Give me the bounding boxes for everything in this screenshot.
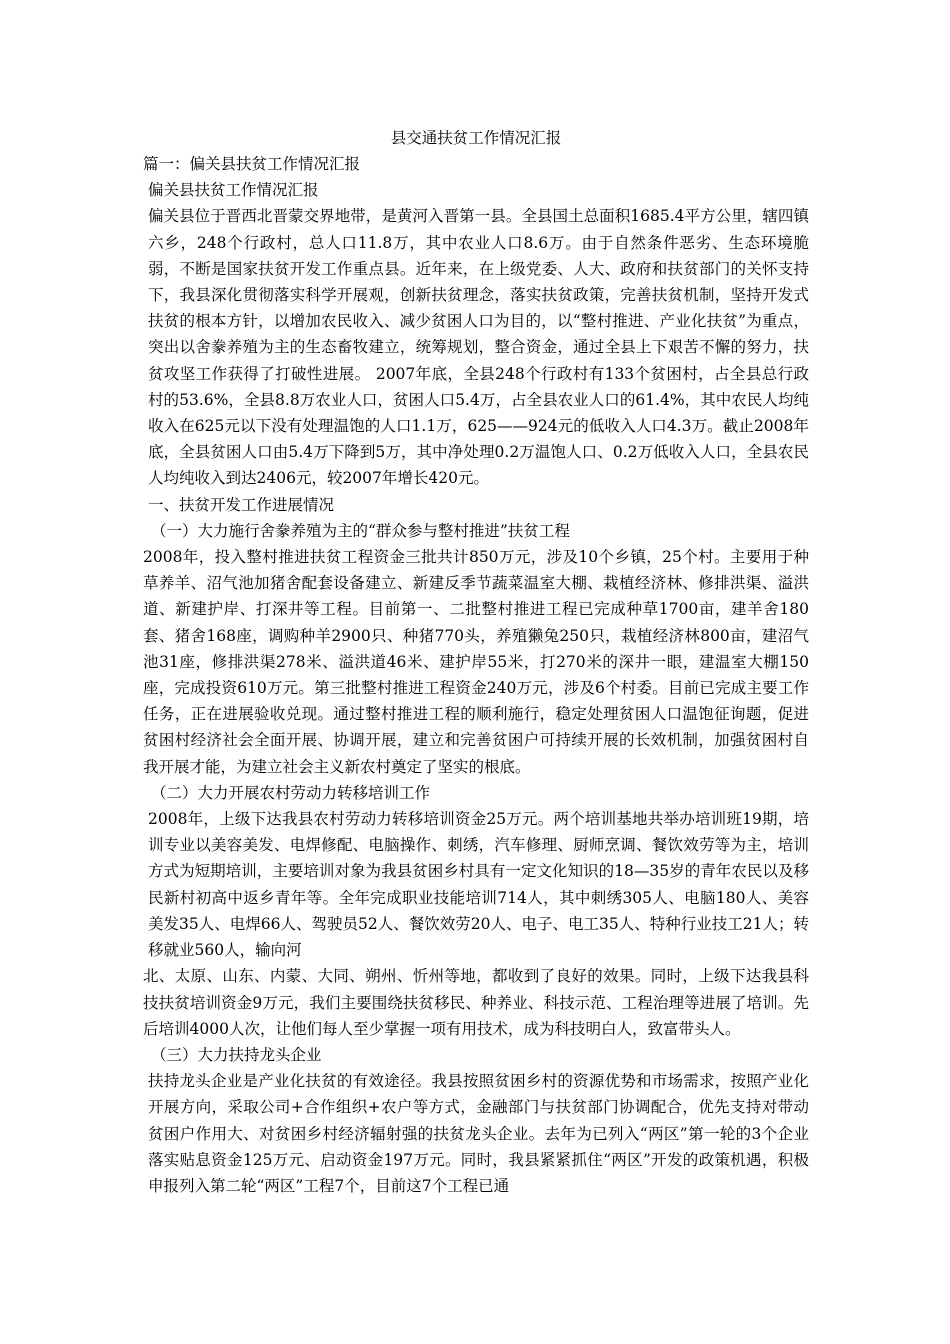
subsection-1-paragraph: 2008年，投入整村推进扶贫工程资金三批共计850万元，涉及10个乡镇，25个村。主要用于种草养羊、沼气池加猪舍配套设备建立、新建反季节蔬菜温室大棚、栽植经济林、修排洪渠、溢洪道、新建护岸、打深井等工程。目前第一、二批整村推进工程已完成种草1700亩，建羊舍180套、猪舍168座，调购种羊2900只、种猪770头，养殖獭兔250只，栽植经济林800亩，建沼气池31座，修排洪渠278米、溢洪道46米、建护岸55米，打270米的深井一眼，建温室大棚150座，完成投资610万元。第三批整村推进工程资金240万元，涉及6个村委。目前已完成主要工作任务，正在进展验收兑现。通过整村推进工程的顺利施行，稳定处理贫困人口温饱征询题，促进贫困村经济社会全面开展、协调开展，建立和完善贫困户可持续开展的长效机制，加强贫困村自我开展才能，为建立社会主义新农村奠定了坚实的根底。 xyxy=(143,548,809,776)
subsection-2-paragraph-b: 北、太原、山东、内蒙、大同、朔州、忻州等地，都收到了良好的效果。同时，上级下达我县科技扶贫培训资金9万元，我们主要围绕扶贫移民、种养业、科技示范、工程治理等进展了培训。先后培训4000人次，让他们每人至少掌握一项有用技术，成为科技明白人，致富带头人。 xyxy=(143,967,809,1038)
document-title: 县交通扶贫工作情况汇报 xyxy=(390,129,562,147)
intro-paragraph: 偏关县位于晋西北晋蒙交界地带，是黄河入晋第一县。全县国土总面积1685.4平方公里，辖四镇六乡，248个行政村，总人口11.8万，其中农业人口8.6万。由于自然条件恶劣、生态环境脆弱，不断是国家扶贫开发工作重点县。近年来，在上级党委、人大、政府和扶贫部门的关怀支持下，我县深化贯彻落实科学开展观，创新扶贫理念，落实扶贫政策，完善扶贫机制，坚持开发式扶贫的根本方针，以增加农民收入、减少贫困人口为目的，以“整村推进、产业化扶贫”为重点，突出以舍豢养殖为主的生态畜牧建立，统筹规划，整合资金，通过全县上下艰苦不懈的努力，扶贫攻坚工作获得了打破性进展。 2007年底，全县248个行政村有133个贫困村，占全县总行政村的53.6%，全县8.8万农业人口，贫困人口5.4万，占全县农业人口的61.4%，其中农民人均纯收入在625元以下没有处理温饱的人口1.1万，625——924元的低收入人口4.3万。截止2008年底，全县贫困人口由5.4万下降到5万，其中净处理0.2万温饱人口、0.2万低收入人口，全县农民人均纯收入到达2406元，较2007年增长420元。 xyxy=(148,207,809,488)
document-body xyxy=(143,125,809,1199)
subsection-2-paragraph-a: 2008年，上级下达我县农村劳动力转移培训资金25万元。两个培训基地共举办培训班19期，培训专业以美容美发、电焊修配、电脑操作、刺绣，汽车修理、厨师烹调、餐饮效劳等为主，培训方式为短期培训，主要培训对象为我县贫困乡村具有一定文化知识的18—35岁的青年农民以及移民新村初高中返乡青年等。全年完成职业技能培训714人，其中刺绣305人、电脑180人、美容美发35人、电焊66人、驾驶员52人、餐饮效劳20人、电子、电工35人、特种行业技工21人；转移就业560人，输向河 xyxy=(148,810,809,960)
section-heading-1: 一、扶贫开发工作进展情况 xyxy=(148,495,335,514)
subsection-heading-1: （一）大力施行舍豢养殖为主的“群众参与整村推进”扶贫工程 xyxy=(151,521,570,540)
part-heading: 篇一：偏关县扶贫工作情况汇报 xyxy=(143,155,361,173)
subsection-3-paragraph: 扶持龙头企业是产业化扶贫的有效途径。我县按照贫困乡村的资源优势和市场需求，按照产业化开展方向，采取公司+合作组织+农户等方式，金融部门与扶贫部门协调配合，优先支持对带动贫困户作用大、对贫困乡村经济辐射强的扶贫龙头企业。去年为已列入“两区”第一轮的3个企业落实贴息资金125万元、启动资金197万元。同时，我县紧紧抓住“两区”开发的政策机遇，积极申报列入第二轮“两区”工程7个，目前这7个工程已通 xyxy=(148,1072,809,1195)
subsection-heading-2: （二）大力开展农村劳动力转移培训工作 xyxy=(151,783,431,802)
sub-heading: 偏关县扶贫工作情况汇报 xyxy=(148,181,319,200)
subsection-heading-3: （三）大力扶持龙头企业 xyxy=(151,1045,322,1064)
